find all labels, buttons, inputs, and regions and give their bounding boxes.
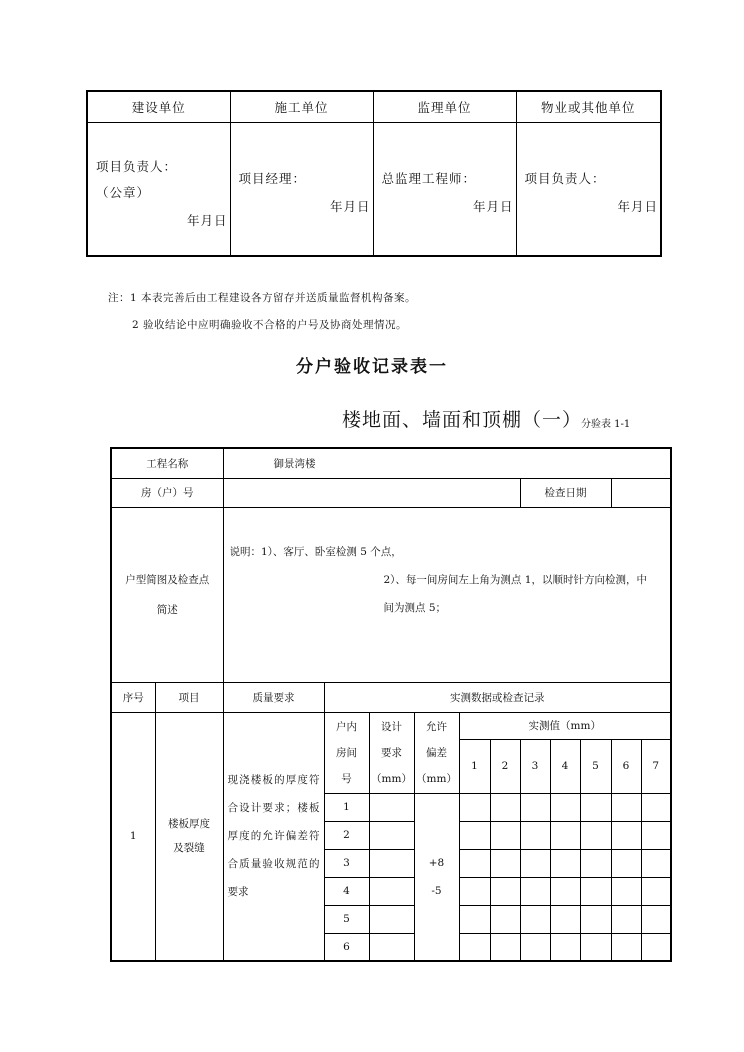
measure-cell [641,877,671,905]
design-value [369,905,414,933]
design-value [369,821,414,849]
col-room-l2: 房间 [336,746,357,759]
layout-label-line1: 户型简图及检查点 [125,573,210,586]
measure-cell [520,849,550,877]
measure-cell [490,905,520,933]
col-design-l3: （mm） [371,772,412,785]
point-3: 3 [520,739,550,793]
room-number: 3 [324,849,369,877]
header-construction-unit: 建设单位 [87,91,230,123]
sig-date-3: 年月日 [472,199,514,214]
sig-date-2: 年月日 [329,199,371,214]
sig-chief-supervisor: 总监理工程师： [381,171,477,186]
col-tol-l2: 偏差 [426,746,447,759]
measure-cell [611,905,641,933]
col-header-record: 实测数据或检查记录 [324,682,671,712]
sig-project-manager: 项目经理： [238,171,307,186]
row1-item-line2: 及裂缝 [173,842,205,855]
col-header-tolerance [414,712,459,793]
record-table [110,447,672,962]
measure-cell [520,793,550,821]
sig-cell-supervision [373,123,516,257]
sig-project-leader-2: 项目负责人： [524,171,606,186]
measure-cell [520,933,550,961]
tolerance-plus: +8 [428,856,445,869]
room-number: 6 [324,933,369,961]
measure-cell [490,933,520,961]
desc-line-3: 间为测点 5； [383,601,447,614]
col-header-item: 项目 [155,682,223,712]
measure-cell [611,793,641,821]
measure-cell [641,793,671,821]
point-2: 2 [490,739,520,793]
check-date-value [611,478,671,507]
measure-cell [550,793,580,821]
design-value [369,793,414,821]
room-number: 2 [324,821,369,849]
col-tol-l1: 允许 [426,720,447,733]
measure-cell [580,849,611,877]
form-code: 分验表 1-1 [581,419,631,430]
measure-cell [550,905,580,933]
page-title: 分户验收记录表一 [296,357,448,377]
project-name-value: 御景湾楼 [223,448,671,478]
measure-cell [459,793,490,821]
col-room-l3: 号 [341,772,352,785]
col-header-no: 序号 [111,682,155,712]
layout-description [223,507,671,682]
sig-seal: （公章） [96,185,151,200]
measure-cell [580,877,611,905]
room-no-value [223,478,520,507]
col-design-l1: 设计 [381,720,402,733]
measure-cell [520,877,550,905]
check-date-label: 检查日期 [520,478,611,507]
col-header-room [324,712,369,793]
room-number: 5 [324,905,369,933]
col-header-requirement: 质量要求 [223,682,324,712]
tolerance-minus: -5 [431,884,442,897]
measure-cell [580,905,611,933]
sig-cell-property [516,123,661,257]
sig-project-leader-1: 项目负责人： [96,159,178,174]
measure-cell [611,933,641,961]
row1-item [155,712,223,961]
measure-cell [611,877,641,905]
measure-cell [580,933,611,961]
measure-cell [490,821,520,849]
measure-cell [520,905,550,933]
col-tol-l3: （mm） [416,772,457,785]
measure-cell [550,821,580,849]
room-number: 1 [324,793,369,821]
measure-cell [580,821,611,849]
header-supervision-unit: 监理单位 [373,91,516,123]
measure-cell [490,793,520,821]
col-header-design [369,712,414,793]
sig-cell-builder [230,123,373,257]
measure-cell [580,793,611,821]
measure-cell [641,849,671,877]
room-number: 4 [324,877,369,905]
measure-cell [550,849,580,877]
measure-cell [611,821,641,849]
col-header-measured: 实测值（mm） [459,712,671,739]
header-property-unit: 物业或其他单位 [516,91,661,123]
measure-cell [459,905,490,933]
col-design-l2: 要求 [381,746,402,759]
row1-requirement: 现浇楼板的厚度符合设计要求；楼板厚度的允许偏差符合质量验收规范的要求 [223,712,324,961]
layout-label-line2: 简述 [156,603,178,616]
measure-cell [459,849,490,877]
measure-cell [641,821,671,849]
measure-cell [459,877,490,905]
point-4: 4 [550,739,580,793]
note-1: 注：1 本表完善后由工程建设各方留存并送质量监督机构备案。 [108,292,417,304]
measure-cell [459,933,490,961]
point-5: 5 [580,739,611,793]
point-1: 1 [459,739,490,793]
design-value [369,849,414,877]
row1-no: 1 [111,712,155,961]
measure-cell [641,933,671,961]
sig-date-1: 年月日 [186,213,228,228]
desc-line-1: 说明：1）、客厅、卧室检测 5 个点， [229,545,402,558]
measure-cell [550,933,580,961]
point-7: 7 [641,739,671,793]
section-subtitle: 楼地面、墙面和顶棚（一） [342,409,583,431]
design-value [369,933,414,961]
measure-cell [520,821,550,849]
sig-cell-construction [87,123,230,257]
measure-cell [641,905,671,933]
measure-cell [490,877,520,905]
point-6: 6 [611,739,641,793]
room-no-label: 房（户）号 [111,478,223,507]
col-room-l1: 户内 [336,720,357,733]
project-name-label: 工程名称 [111,448,223,478]
header-builder-unit: 施工单位 [230,91,373,123]
measure-cell [611,849,641,877]
desc-line-2: 2）、每一间房间左上角为测点 1，以顺时针方向检测，中 [383,573,647,586]
measure-cell [490,849,520,877]
note-2: 2 验收结论中应明确验收不合格的户号及协商处理情况。 [132,319,408,331]
measure-cell [459,821,490,849]
tolerance-value [414,793,459,961]
layout-label [111,507,223,682]
design-value [369,877,414,905]
signature-table [86,90,662,257]
sig-date-4: 年月日 [617,199,658,214]
measure-cell [550,877,580,905]
row1-item-line1: 楼板厚度 [168,818,210,831]
